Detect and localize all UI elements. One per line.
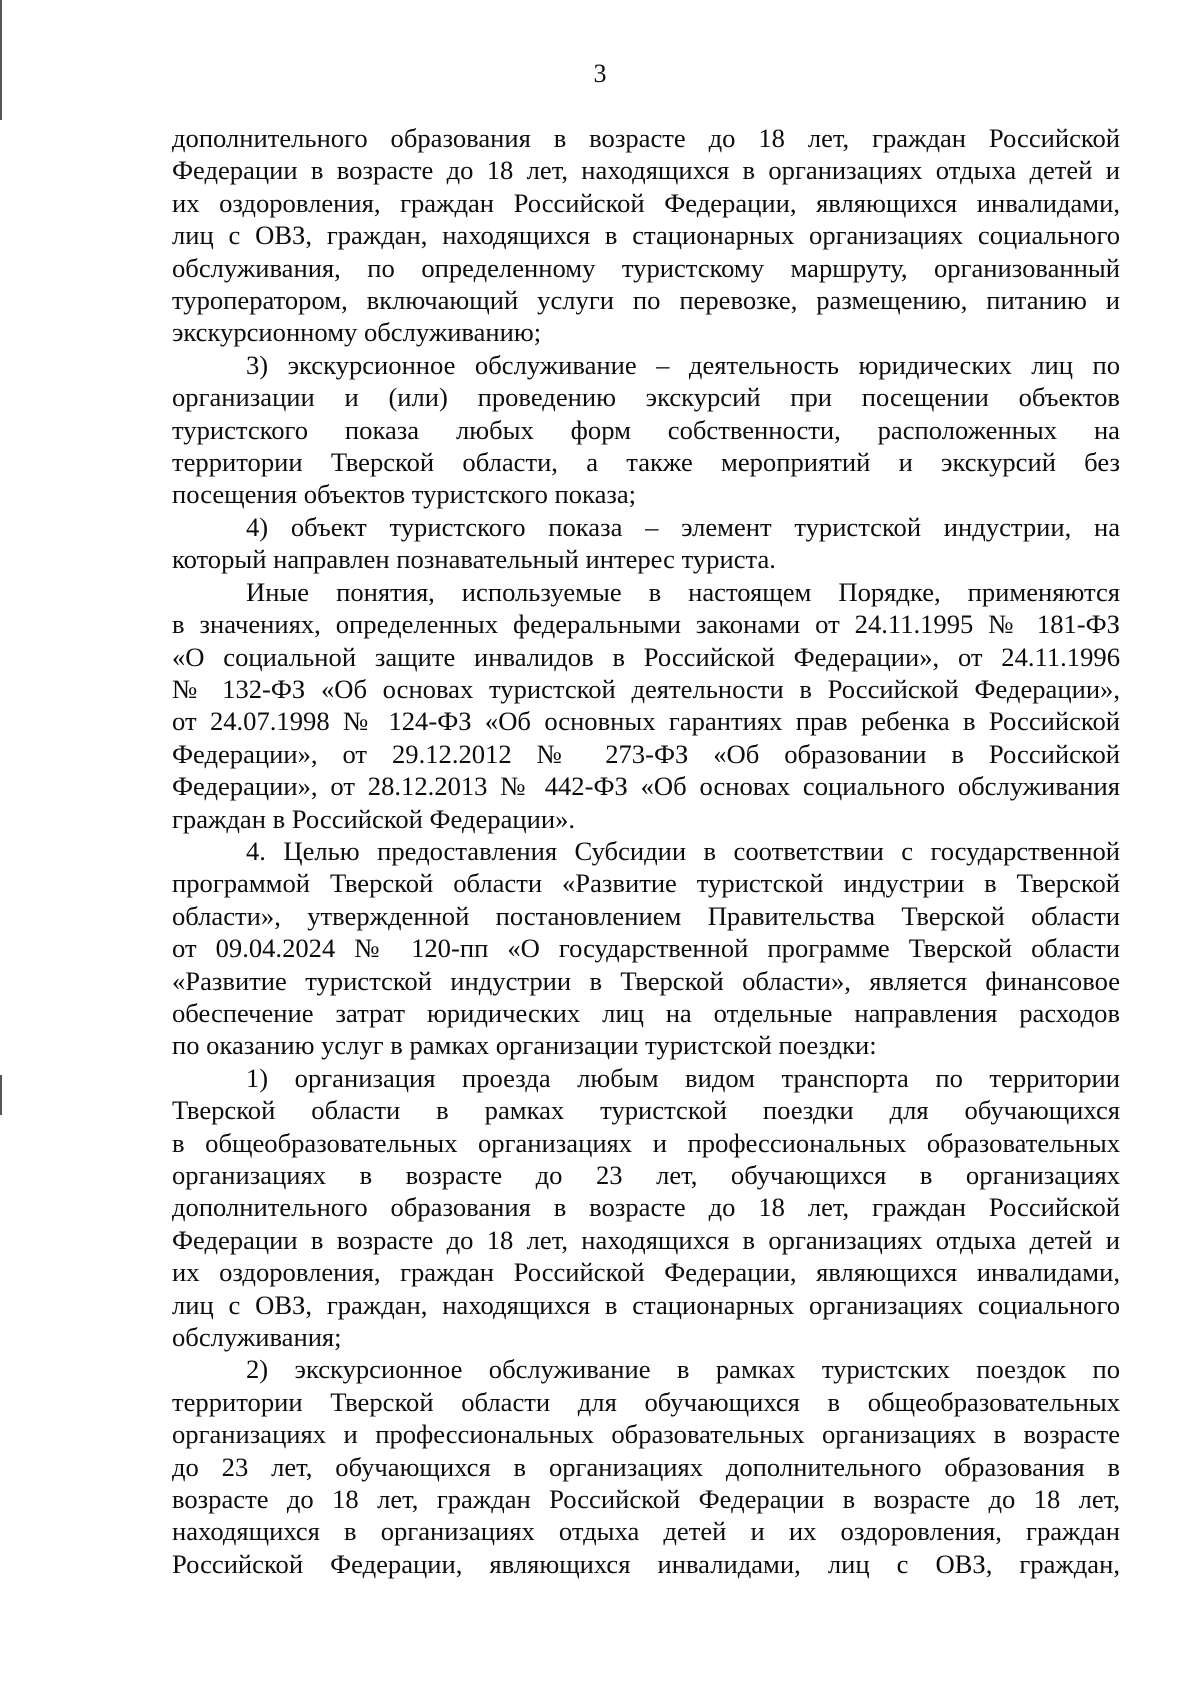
text-line: до 23 лет, обучающихся в организациях дополнительного образования в (172, 1451, 1120, 1482)
text-line: туроператором, включающий услуги по перевозке, размещению, питанию и (172, 285, 1120, 316)
text-line: лиц с ОВЗ, граждан, находящихся в стационарных организациях социального (172, 1289, 1120, 1320)
text-line: находящихся в организациях отдыха детей и их оздоровления, граждан (172, 1516, 1120, 1547)
text-line: организациях и профессиональных образовательных организациях в возрасте (172, 1419, 1120, 1450)
text-line: № 132-ФЗ «Об основах туристской деятельности в Российской Федерации», (172, 673, 1120, 704)
text-line: дополнительного образования в возрасте до 18 лет, граждан Российской (172, 123, 1120, 153)
text-line: Российской Федерации, являющихся инвалидами, лиц с ОВЗ, граждан, (172, 1548, 1120, 1579)
text-line: Иные понятия, используемые в настоящем Порядке, применяются (246, 576, 1120, 607)
text-line: в значениях, определенных федеральными законами от 24.11.1995 № 181-ФЗ (172, 609, 1120, 640)
text-line: обслуживания; (172, 1322, 342, 1353)
text-line: области», утвержденной постановлением Правительства Тверской области (172, 900, 1120, 931)
text-line: который направлен познавательный интерес туриста. (172, 544, 776, 575)
text-line: туристского показа любых форм собственности, расположенных на (172, 414, 1120, 445)
text-line: Федерации в возрасте до 18 лет, находящихся в организациях отдыха детей и (172, 155, 1120, 186)
text-line: обслуживания, по определенному туристскому маршруту, организованный (172, 252, 1120, 283)
text-line: Федерации в возрасте до 18 лет, находящихся в организациях отдыха детей и (172, 1224, 1120, 1255)
text-line: Федерации», от 28.12.2013 № 442-ФЗ «Об основах социального обслуживания (172, 771, 1120, 802)
text-line: 3) экскурсионное обслуживание – деятельность юридических лиц по (246, 349, 1120, 380)
document-body (172, 122, 1120, 1580)
text-line: «О социальной защите инвалидов в Российской Федерации», от 24.11.1996 (172, 641, 1120, 672)
text-line: «Развитие туристской индустрии в Тверской области», является финансовое (172, 965, 1120, 996)
text-line: 2) экскурсионное обслуживание в рамках туристских поездок по (246, 1354, 1120, 1385)
text-line: организациях в возрасте до 23 лет, обучающихся в организациях (172, 1160, 1120, 1190)
text-line: программой Тверской области «Развитие туристской индустрии в Тверской (172, 868, 1120, 899)
text-line: лиц с ОВЗ, граждан, находящихся в стационарных организациях социального (172, 220, 1120, 251)
scan-edge-mark (0, 1075, 2, 1115)
text-line: посещения объектов туристского показа; (172, 479, 637, 510)
text-line: их оздоровления, граждан Российской Федерации, являющихся инвалидами, (172, 1257, 1120, 1288)
text-line: организации и (или) проведению экскурсий при посещении объектов (172, 382, 1120, 413)
text-line: экскурсионному обслуживанию; (172, 317, 542, 348)
page-number: 3 (593, 59, 607, 88)
text-line: дополнительного образования в возрасте до 18 лет, граждан Российской (172, 1192, 1120, 1223)
text-line: Федерации», от 29.12.2012 № 273-ФЗ «Об образовании в Российской (172, 738, 1120, 769)
text-line: их оздоровления, граждан Российской Федерации, являющихся инвалидами, (172, 187, 1120, 218)
text-line: от 09.04.2024 № 120-пп «О государственной программе Тверской области (172, 933, 1120, 964)
text-line: Тверской области в рамках туристской поездки для обучающихся (172, 1095, 1120, 1126)
text-line: возрасте до 18 лет, граждан Российской Федерации в возрасте до 18 лет, (172, 1484, 1120, 1515)
text-line: территории Тверской области для обучающихся в общеобразовательных (172, 1386, 1120, 1417)
text-line: 4. Целью предоставления Субсидии в соответствии с государственной (246, 835, 1120, 866)
text-line: граждан в Российской Федерации». (172, 803, 576, 834)
text-line: 4) объект туристского показа – элемент туристской индустрии, на (246, 511, 1120, 542)
text-line: обеспечение затрат юридических лиц на отдельные направления расходов (172, 997, 1120, 1028)
text-line: 1) организация проезда любым видом транспорта по территории (246, 1062, 1120, 1093)
text-line: в общеобразовательных организациях и профессиональных образовательных (172, 1127, 1120, 1158)
text-line: территории Тверской области, а также мероприятий и экскурсий без (172, 447, 1120, 478)
text-line: от 24.07.1998 № 124-ФЗ «Об основных гарантиях прав ребенка в Российской (172, 706, 1120, 737)
text-line: по оказанию услуг в рамках организации туристской поездки: (172, 1030, 877, 1061)
